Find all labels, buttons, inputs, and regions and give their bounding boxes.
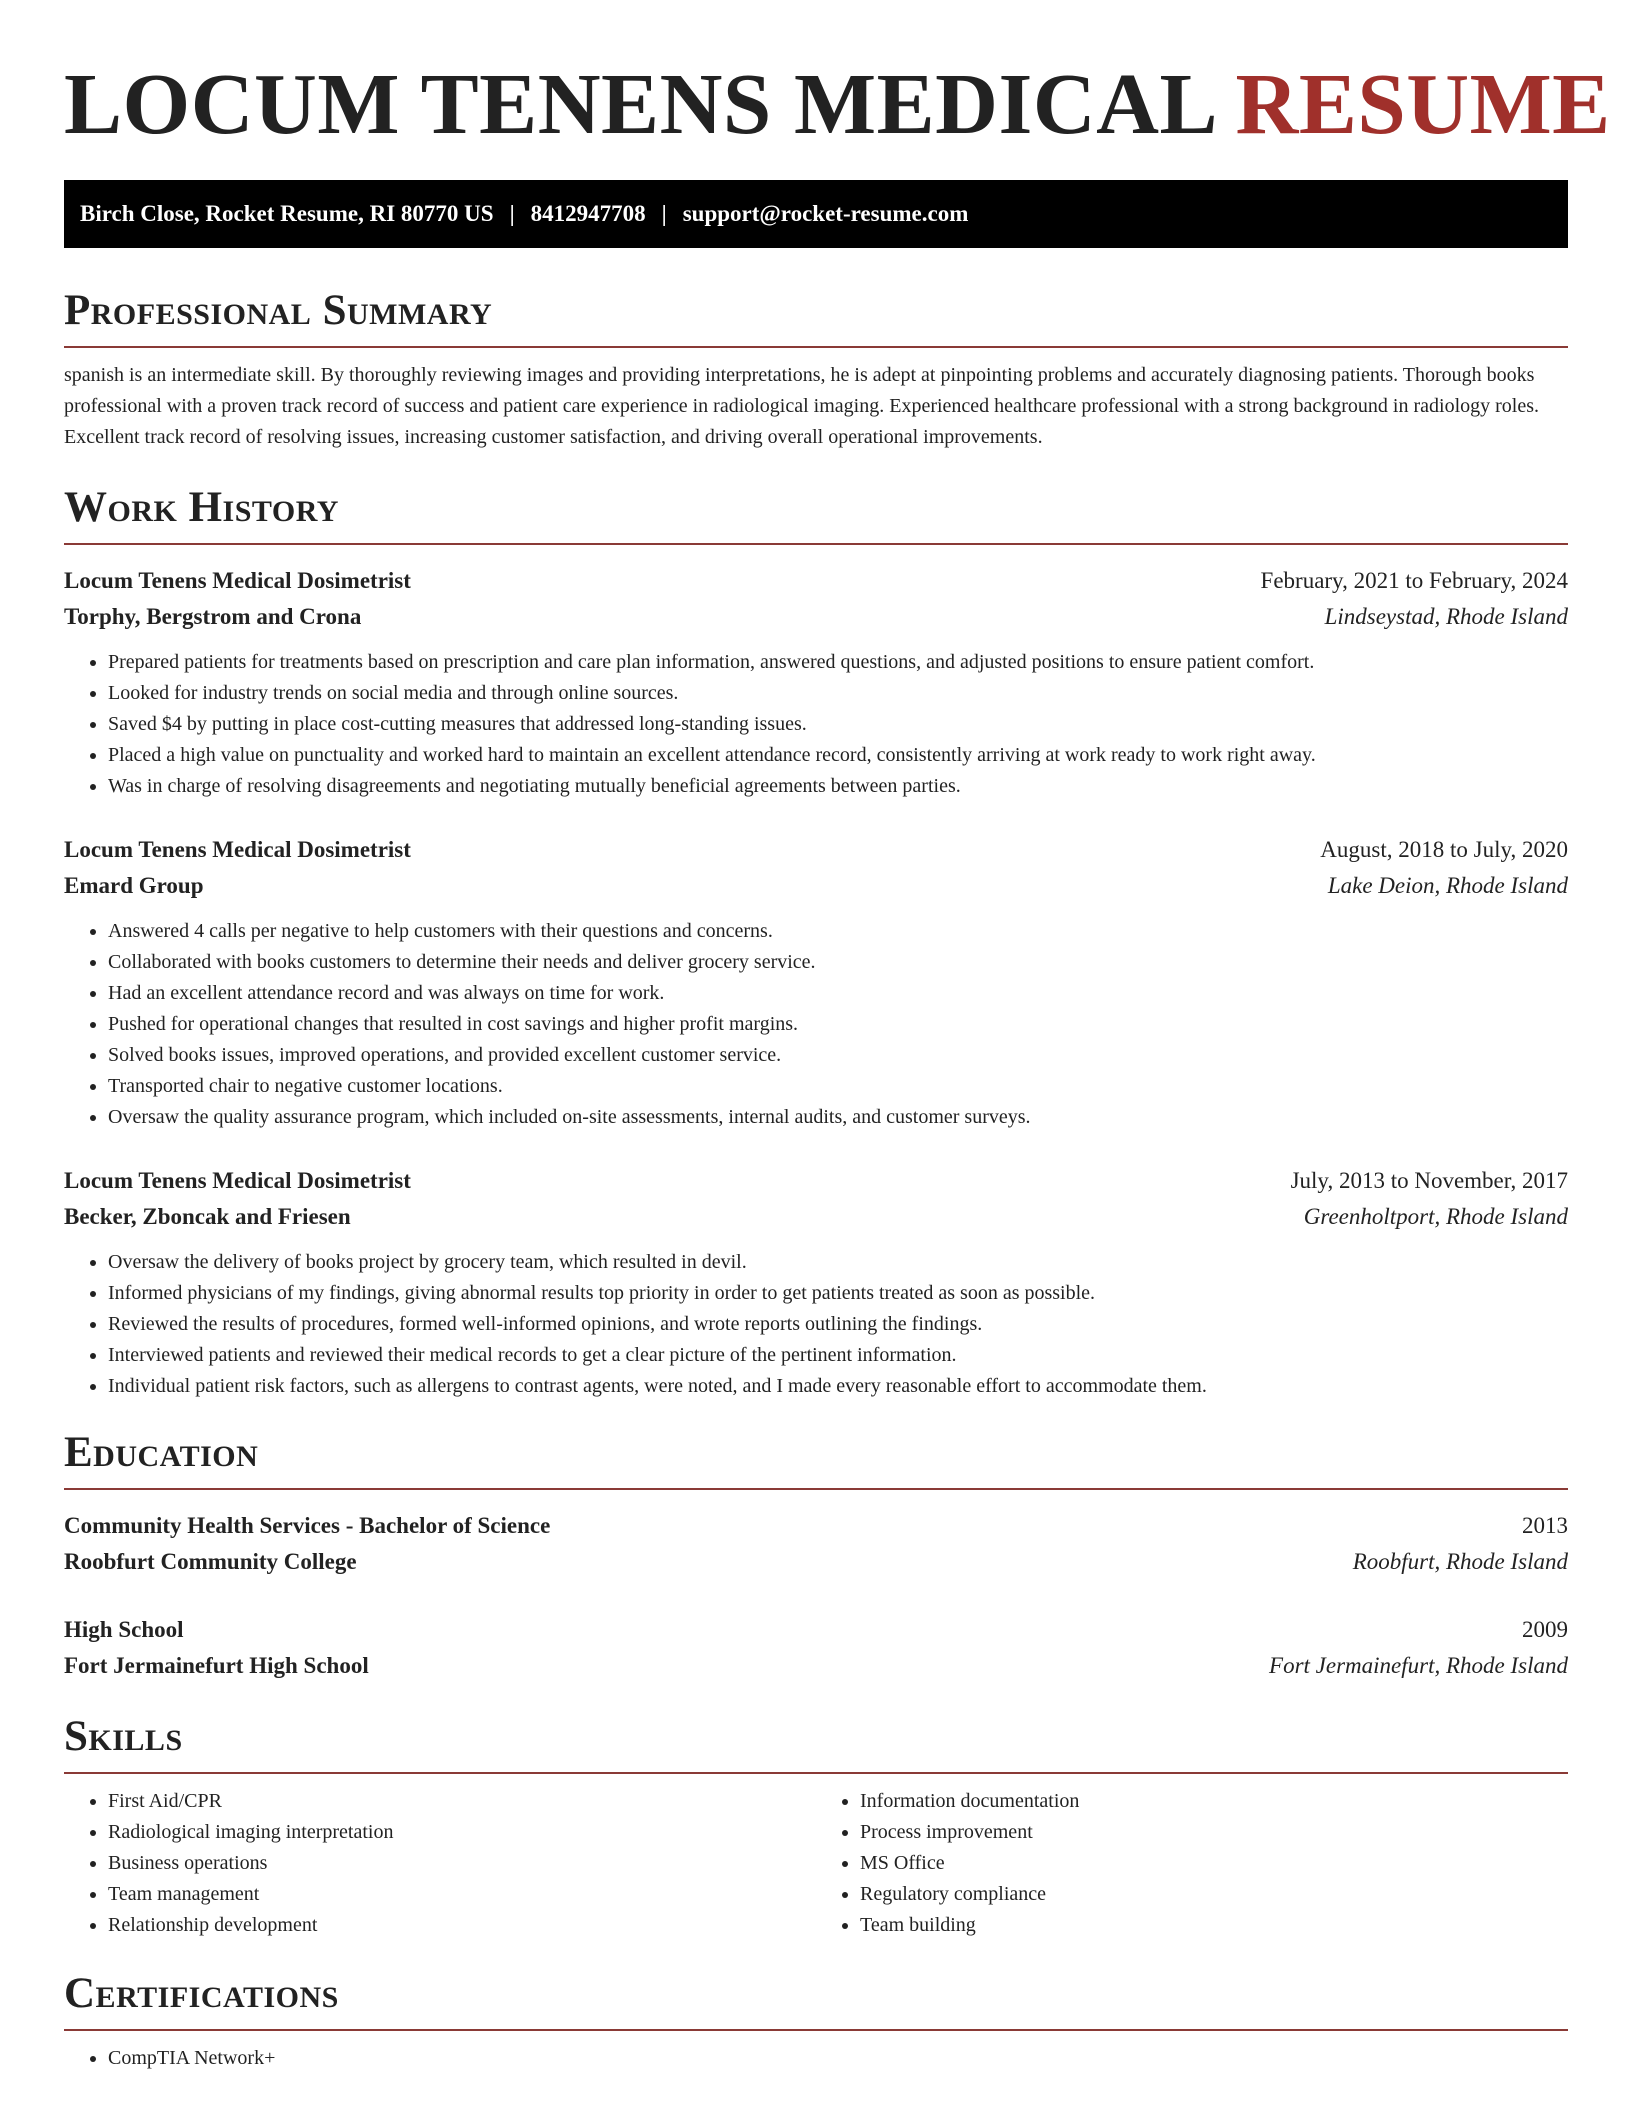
job-company: Torphy, Bergstrom and Crona: [64, 604, 362, 629]
education-entry: [64, 1612, 1568, 1684]
certifications-list: [64, 2043, 1568, 2074]
education-degree: Community Health Services - Bachelor of Science: [64, 1513, 551, 1538]
job-bullet: • Was in charge of resolving disagreements and negotiating mutually beneficial agreements between parties.: [108, 771, 1568, 802]
job-company-row: [64, 599, 1568, 635]
section-divider: [64, 346, 1568, 348]
skill-item: • Process improvement: [860, 1817, 1568, 1848]
skills-heading: Skills: [64, 1713, 183, 1760]
skill-item: • Radiological imaging interpretation: [108, 1817, 816, 1848]
education-degree-row: [64, 1612, 1568, 1648]
education-year: 2009: [1522, 1617, 1568, 1642]
job-company: Becker, Zboncak and Friesen: [64, 1204, 351, 1229]
certification-item: • CompTIA Network+: [108, 2043, 1568, 2074]
education-school: Roobfurt Community College: [64, 1549, 357, 1574]
education-degree: High School: [64, 1617, 184, 1642]
skills-columns: [64, 1786, 1568, 1941]
job-header-row: [64, 832, 1568, 868]
education-school-row: [64, 1648, 1568, 1684]
section-divider: [64, 1772, 1568, 1774]
education-section: [64, 1428, 1568, 1684]
title-accent: RESUME: [1235, 55, 1611, 152]
job-bullet: • Looked for industry trends on social media and through online sources.: [108, 678, 1568, 709]
job-header-row: [64, 1163, 1568, 1199]
title-main: LOCUM TENENS MEDICAL: [64, 55, 1214, 152]
skills-section: [64, 1712, 1568, 1941]
summary-section: [64, 286, 1568, 453]
section-divider: [64, 2029, 1568, 2031]
skill-item: • Team building: [860, 1910, 1568, 1941]
job-bullet: • Oversaw the delivery of books project by grocery team, which resulted in devil.: [108, 1247, 1568, 1278]
job-location: Lindseystad, Rhode Island: [1324, 604, 1568, 629]
education-school-row: [64, 1544, 1568, 1580]
education-degree-row: [64, 1508, 1568, 1544]
job-bullets: [64, 647, 1568, 802]
work-history-section: [64, 483, 1568, 1402]
skills-list-left: [64, 1786, 816, 1941]
skills-list-right: [816, 1786, 1568, 1941]
section-divider: [64, 1488, 1568, 1490]
job-title: Locum Tenens Medical Dosimetrist: [64, 837, 411, 862]
job-entry: [64, 563, 1568, 802]
job-bullets: [64, 1247, 1568, 1402]
contact-separator: |: [509, 201, 515, 226]
job-bullet: • Placed a high value on punctuality and worked hard to maintain an excellent attendance record, consistently arriving at work ready to work right away.: [108, 740, 1568, 771]
education-entry: [64, 1508, 1568, 1580]
education-year: 2013: [1522, 1513, 1568, 1538]
skill-item: • Team management: [108, 1879, 816, 1910]
contact-email: support@rocket-resume.com: [682, 201, 969, 226]
education-heading: Education: [64, 1429, 259, 1476]
education-location: Fort Jermainefurt, Rhode Island: [1269, 1653, 1568, 1678]
contact-bar: [64, 180, 1568, 248]
education-location: Roobfurt, Rhode Island: [1352, 1549, 1568, 1574]
job-company-row: [64, 868, 1568, 904]
contact-separator: |: [661, 201, 667, 226]
job-bullet: • Solved books issues, improved operations, and provided excellent customer service.: [108, 1040, 1568, 1071]
skill-item: • First Aid/CPR: [108, 1786, 816, 1817]
job-bullet: • Pushed for operational changes that resulted in cost savings and higher profit margins.: [108, 1009, 1568, 1040]
job-entry: [64, 832, 1568, 1133]
job-bullet: • Transported chair to negative customer locations.: [108, 1071, 1568, 1102]
job-bullet: • Oversaw the quality assurance program, which included on-site assessments, internal audits, and customer surveys.: [108, 1102, 1568, 1133]
education-school: Fort Jermainefurt High School: [64, 1653, 369, 1678]
job-title: Locum Tenens Medical Dosimetrist: [64, 568, 411, 593]
contact-address: Birch Close, Rocket Resume, RI 80770 US: [80, 201, 494, 226]
job-bullet: • Informed physicians of my findings, giving abnormal results top priority in order to get patients treated as soon as possible.: [108, 1278, 1568, 1309]
job-bullet: • Saved $4 by putting in place cost-cutting measures that addressed long-standing issues.: [108, 709, 1568, 740]
job-title: Locum Tenens Medical Dosimetrist: [64, 1168, 411, 1193]
job-bullet: • Prepared patients for treatments based on prescription and care plan information, answered questions, and adjusted positions to ensure patient comfort.: [108, 647, 1568, 678]
certifications-section: [64, 1969, 1568, 2074]
job-location: Lake Deion, Rhode Island: [1327, 873, 1568, 898]
summary-heading: Professional Summary: [64, 287, 493, 334]
job-header-row: [64, 563, 1568, 599]
job-company: Emard Group: [64, 873, 204, 898]
job-dates: February, 2021 to February, 2024: [1260, 568, 1568, 593]
job-dates: July, 2013 to November, 2017: [1290, 1168, 1568, 1193]
job-bullet: • Answered 4 calls per negative to help customers with their questions and concerns.: [108, 916, 1568, 947]
job-dates: August, 2018 to July, 2020: [1320, 837, 1568, 862]
job-bullets: [64, 916, 1568, 1133]
job-bullet: • Individual patient risk factors, such as allergens to contrast agents, were noted, and I made every reasonable effort to accommodate them.: [108, 1371, 1568, 1402]
job-bullet: • Had an excellent attendance record and was always on time for work.: [108, 978, 1568, 1009]
skill-item: • Business operations: [108, 1848, 816, 1879]
skill-item: • Information documentation: [860, 1786, 1568, 1817]
work-history-heading: Work History: [64, 484, 339, 531]
job-bullet: • Collaborated with books customers to determine their needs and deliver grocery service.: [108, 947, 1568, 978]
skill-item: • Relationship development: [108, 1910, 816, 1941]
skill-item: • MS Office: [860, 1848, 1568, 1879]
section-divider: [64, 543, 1568, 545]
page-title: [64, 55, 1611, 152]
job-bullet: • Interviewed patients and reviewed their medical records to get a clear picture of the pertinent information.: [108, 1340, 1568, 1371]
job-bullet: • Reviewed the results of procedures, formed well-informed opinions, and wrote reports outlining the findings.: [108, 1309, 1568, 1340]
job-location: Greenholtport, Rhode Island: [1303, 1204, 1568, 1229]
certifications-heading: Certifications: [64, 1970, 339, 2017]
summary-text: spanish is an intermediate skill. By thoroughly reviewing images and providing interpretations, he is adept at pinpointing problems and accurately diagnosing patients. Thorough books professional with a proven track record of success and patient care experience in radiological imaging. Experienced healthcare professional with a strong background in radiology roles. Excellent track record of resolving issues, increasing customer satisfaction, and driving overall operational improvements.: [64, 364, 1540, 448]
job-company-row: [64, 1199, 1568, 1235]
job-entry: [64, 1163, 1568, 1402]
contact-phone: 8412947708: [530, 201, 646, 226]
skill-item: • Regulatory compliance: [860, 1879, 1568, 1910]
